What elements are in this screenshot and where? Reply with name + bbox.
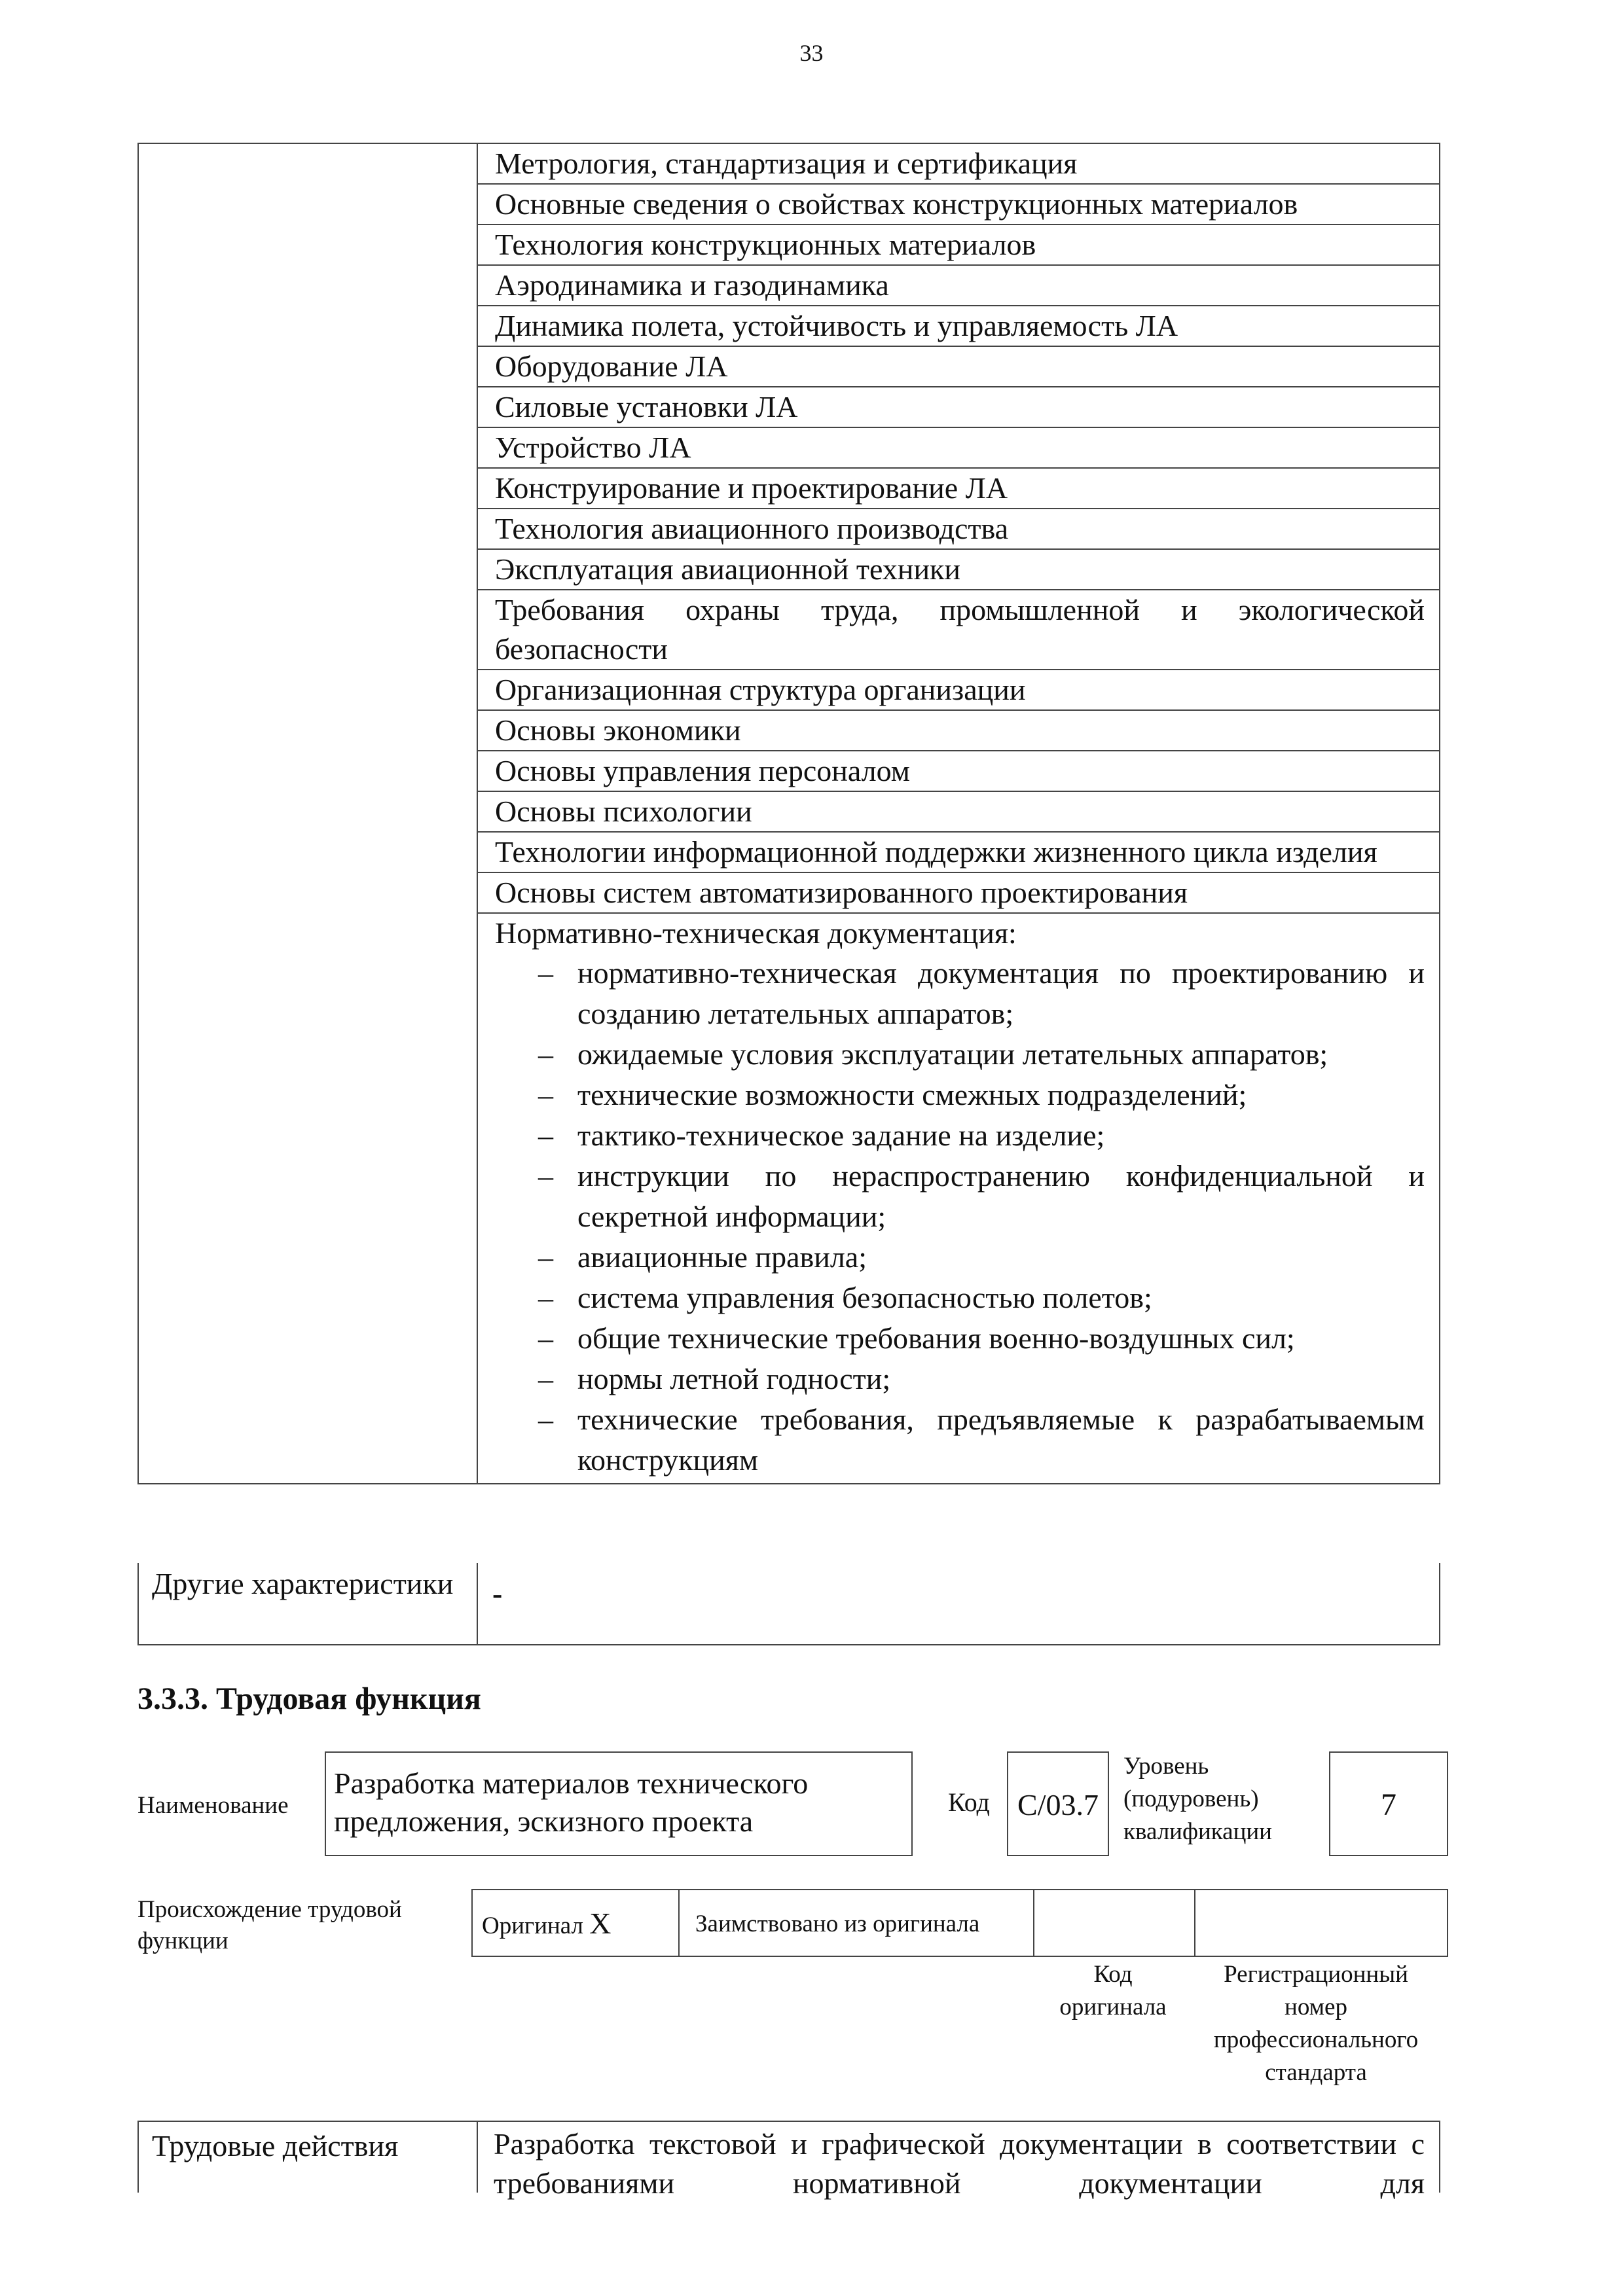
- normative-docs-cell: [478, 914, 1439, 1483]
- dash-marker: –: [538, 956, 553, 990]
- labor-actions-table: [137, 2121, 1440, 2200]
- knowledge-item: Конструирование и проектирование ЛА: [478, 469, 1439, 509]
- list-item: – технические требования, предъявляемые к разрабатываемым конструкциям: [495, 1399, 1425, 1480]
- function-code-label: Код: [948, 1787, 990, 1817]
- knowledge-item: Основы систем автоматизированного проектирования: [478, 873, 1439, 914]
- knowledge-item: Основы управления персоналом: [478, 751, 1439, 792]
- list-item: – нормы летной годности;: [495, 1359, 1425, 1399]
- other-characteristics-row: [137, 1563, 1440, 1645]
- registration-number-caption: Регистрационный номер профессионального стандарта: [1213, 1961, 1419, 2086]
- dash-marker: –: [538, 1403, 553, 1436]
- knowledge-item: Основы экономики: [478, 711, 1439, 751]
- knowledge-item: Устройство ЛА: [478, 428, 1439, 469]
- knowledge-item: Технология конструкционных материалов: [478, 225, 1439, 266]
- dash-marker: –: [538, 1281, 553, 1314]
- origin-original-label: Оригинал: [482, 1912, 584, 1939]
- knowledge-item: Динамика полета, устойчивость и управляемость ЛА: [478, 306, 1439, 347]
- normative-docs-list: [495, 953, 1425, 1480]
- other-characteristics-value: -: [492, 1577, 503, 1610]
- list-item: – тактико-техническое задание на изделие;: [495, 1115, 1425, 1156]
- function-name-value: Разработка материалов технического предложения, эскизного проекта: [325, 1751, 913, 1856]
- dash-marker: –: [538, 1037, 553, 1071]
- dash-marker: –: [538, 1159, 553, 1193]
- list-item: – общие технические требования военно-воздушных сил;: [495, 1318, 1425, 1359]
- knowledge-item: Требования охраны труда, промышленной и экологической безопасности: [478, 590, 1439, 670]
- list-item: – авиационные правила;: [495, 1237, 1425, 1278]
- table-divider: [477, 1563, 478, 1644]
- table-divider: [477, 2122, 478, 2193]
- list-item: – технические возможности смежных подразделений;: [495, 1075, 1425, 1115]
- knowledge-item: Аэродинамика и газодинамика: [478, 266, 1439, 306]
- labor-actions-text: Разработка текстовой и графической документации в соответствии с требованиями нормативной документации для: [494, 2127, 1425, 2200]
- knowledge-list: [478, 144, 1439, 1483]
- knowledge-item: Эксплуатация авиационной техники: [478, 550, 1439, 590]
- function-code-value: C/03.7: [1007, 1751, 1109, 1856]
- dash-marker: –: [538, 1078, 553, 1111]
- qualification-level-label: Уровень (подуровень) квалификации: [1123, 1753, 1272, 1845]
- dash-marker: –: [538, 1119, 553, 1152]
- origin-borrowed-label: Заимствовано из оригинала: [695, 1910, 980, 1937]
- knowledge-item: Метрология, стандартизация и сертификация: [478, 144, 1439, 185]
- table-divider: [1194, 1890, 1195, 1956]
- knowledge-item: Оборудование ЛА: [478, 347, 1439, 387]
- function-origin-table: [471, 1889, 1448, 1957]
- dash-marker: –: [538, 1362, 553, 1395]
- list-item: – ожидаемые условия эксплуатации летательных аппаратов;: [495, 1034, 1425, 1075]
- labor-actions-label: Трудовые действия: [152, 2129, 399, 2162]
- original-code-caption: Код оригинала: [1059, 1961, 1167, 2020]
- knowledge-item: Основные сведения о свойствах конструкционных материалов: [478, 185, 1439, 225]
- origin-original-cell: [473, 1890, 680, 1956]
- section-title: 3.3.3. Трудовая функция: [137, 1681, 481, 1716]
- list-item: – инструкции по нераспространению конфиденциальной и секретной информации;: [495, 1156, 1425, 1237]
- dash-marker: –: [538, 1240, 553, 1274]
- knowledge-table: [137, 143, 1440, 1484]
- knowledge-item: Основы психологии: [478, 792, 1439, 833]
- list-item: – система управления безопасностью полетов;: [495, 1278, 1425, 1318]
- list-item: – нормативно-техническая документация по проектированию и созданию летательных аппаратов;: [495, 953, 1425, 1034]
- normative-docs-header: Нормативно-техническая документация:: [495, 916, 1017, 950]
- knowledge-item: Силовые установки ЛА: [478, 387, 1439, 428]
- other-characteristics-label: Другие характеристики: [152, 1567, 454, 1600]
- knowledge-item: Технология авиационного производства: [478, 509, 1439, 550]
- knowledge-item: Организационная структура организации: [478, 670, 1439, 711]
- qualification-level-value: 7: [1329, 1751, 1448, 1856]
- knowledge-item: Технологии информационной поддержки жизненного цикла изделия: [478, 833, 1439, 873]
- page-number: 33: [799, 40, 824, 66]
- table-divider: [1033, 1890, 1034, 1956]
- function-name-label: Наименование: [137, 1792, 289, 1819]
- origin-original-mark: X: [589, 1907, 611, 1940]
- dash-marker: –: [538, 1321, 553, 1355]
- function-origin-label: Происхождение трудовой функции: [137, 1896, 402, 1954]
- knowledge-label-cell: [139, 144, 478, 1483]
